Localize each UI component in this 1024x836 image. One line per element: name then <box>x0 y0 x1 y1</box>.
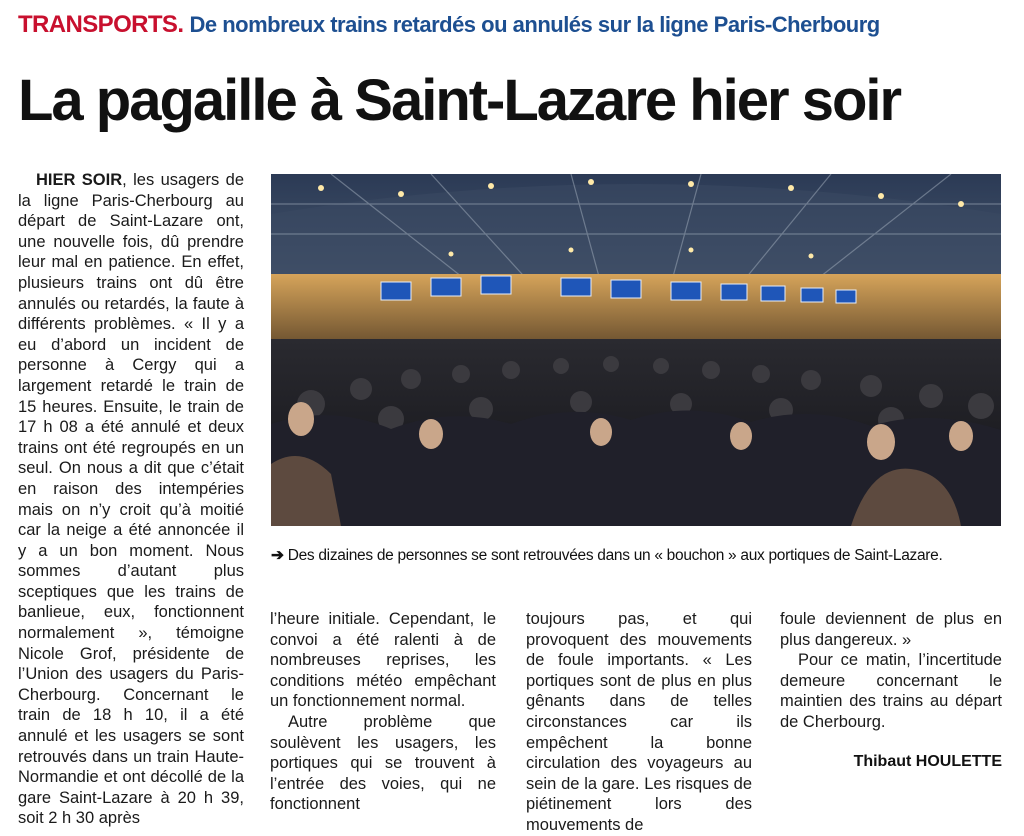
arrow-icon: ➔ <box>271 547 284 564</box>
lead-in: HIER SOIR <box>36 171 123 189</box>
article-paragraph: Pour ce matin, l’incertitude demeure concernant le maintien des trains au départ de Cherbourg. <box>780 651 1002 731</box>
deck: De nombreux trains retardés ou annulés sur la ligne Paris-Cherbourg <box>189 12 880 37</box>
photo-illustration <box>271 174 1001 526</box>
article-paragraph: l’heure initiale. Cependant, le convoi a été ralenti à de nombreuses reprises, les conditions météo empêchant un fonctionnement normal. <box>270 610 496 711</box>
photo-caption <box>271 546 1001 565</box>
article-paragraph: toujours pas, et qui provoquent des mouvements de foule importants. « Les portiques sont de plus en plus gênants dans de telles circonstances car ils empêchent la bonne circulation des voyageurs au sein de la gare. Les risques de piétinement lors des mouvements de <box>526 610 752 834</box>
station-crowd-photo <box>271 174 1001 526</box>
byline: Thibaut HOULETTE <box>853 753 1002 770</box>
paragraph-text: , les usagers de la ligne Paris-Cherbourg au départ de Saint-Lazare ont, une nouvelle fois, dû prendre leur mal en patience. En effet, plusieurs trains ont dû être annulés ou retardés, la faute à différents problèmes. « Il y a eu d’abord un incident de personne à Cergy qui a largement retardé le train de 15 heures. Ensuite, le train de 17 h 08 a été annulé et deux trains ont été regroupés en un seul. On nous a dit que c’était en raison des intempéries mais on n’y croit qu’à moitié car la neige a été annoncée il y a un bon moment. Nous sommes d’autant plus sceptiques que les trains de banlieue, eux, fonctionnent normalement », témoigne Nicole Grof, présidente de l’Union des usagers du Paris-Cherbourg. Concernant le train de 18 h 10, il a été annulé et les usagers se sont retrouvés dans un train Haute-Normandie et ont décollé de la gare Saint-Lazare à 20 h 39, soit 2 h 30 après <box>18 171 244 828</box>
article-column-1 <box>18 170 244 829</box>
article-column-2 <box>270 609 496 815</box>
kicker <box>18 10 1018 40</box>
caption-text: Des dizaines de personnes se sont retrouvées dans un « bouchon » aux portiques de Saint-Lazare. <box>287 547 943 564</box>
section-rubric: TRANSPORTS. <box>18 11 184 38</box>
headline: La pagaille à Saint-Lazare hier soir <box>18 68 901 133</box>
article-paragraph: Autre problème que soulèvent les usagers, les portiques qui se trouvent à l’entrée des voies, qui ne fonctionnent <box>270 712 496 814</box>
article-paragraph <box>18 170 244 829</box>
article-column-3 <box>526 609 752 836</box>
article-paragraph: foule deviennent de plus en plus dangereux. » <box>780 610 1002 649</box>
article-column-4 <box>780 609 1002 733</box>
